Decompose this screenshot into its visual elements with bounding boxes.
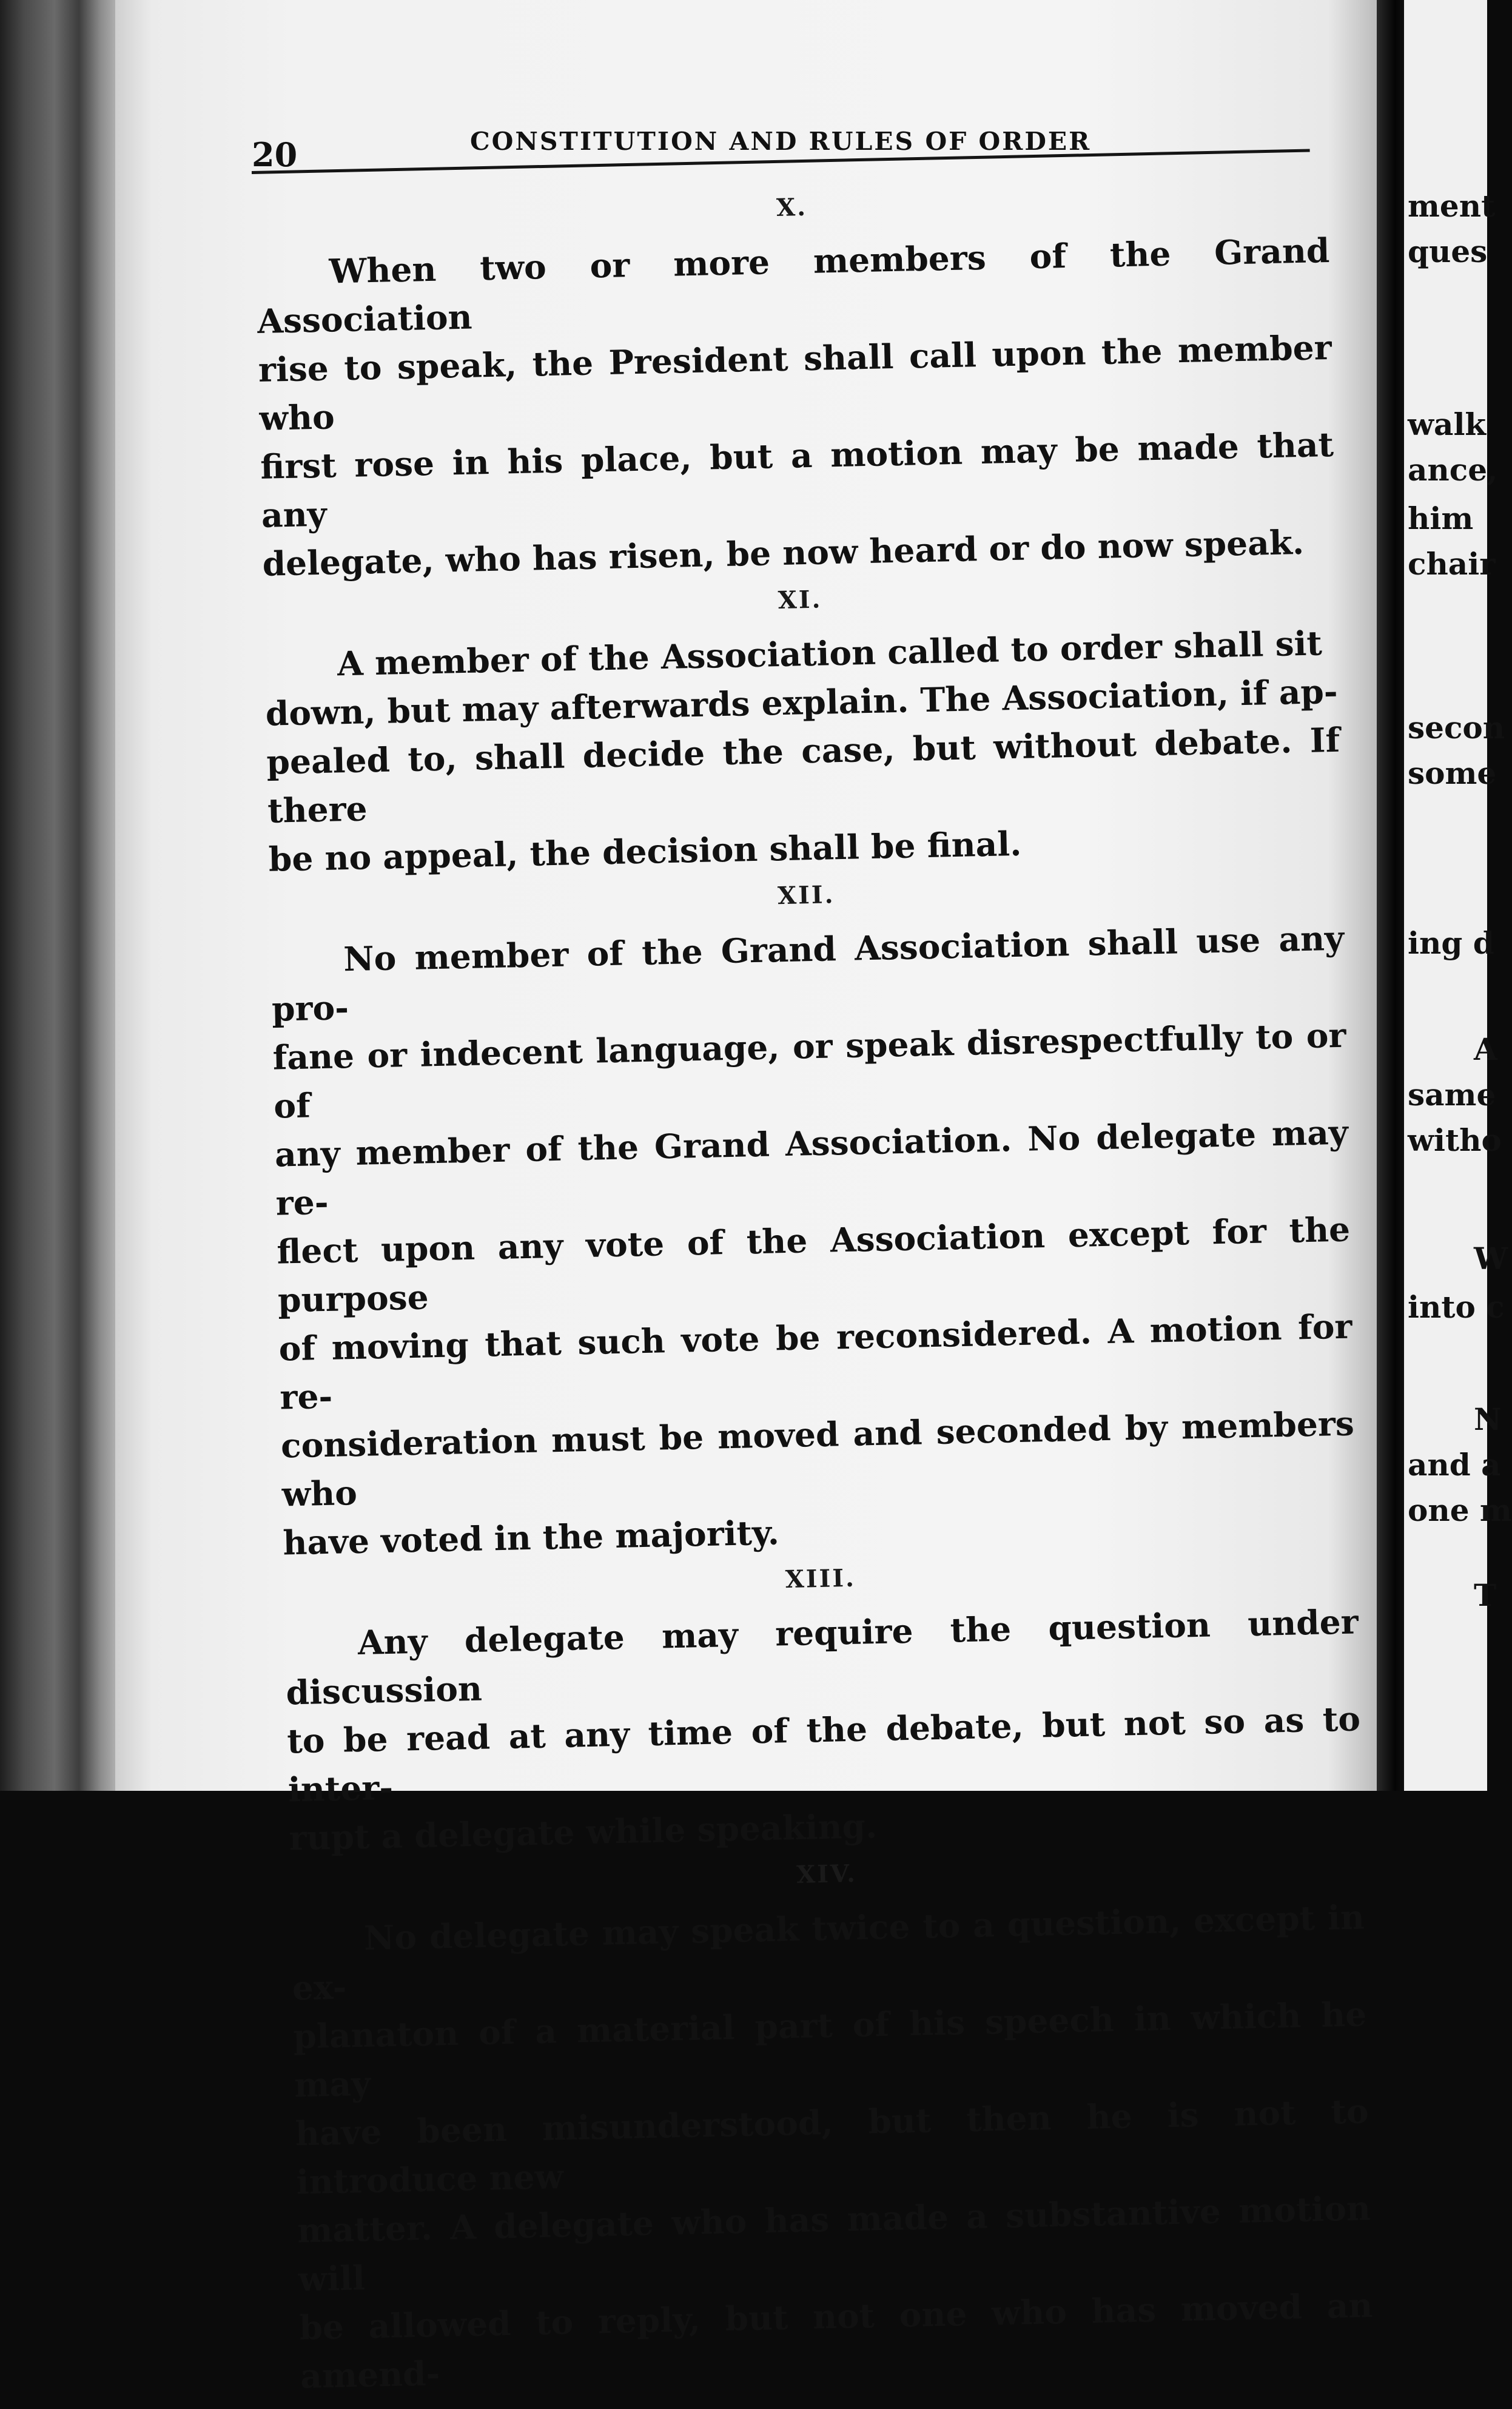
page-number: 20 [252,135,298,174]
facing-page-text: ques [1408,234,1488,269]
facing-page-text: ing d [1408,925,1494,961]
facing-page-text: N [1474,1401,1502,1437]
facing-page-text: witho [1408,1122,1502,1158]
facing-page-text: T [1474,1577,1497,1613]
facing-page-text: same [1408,1077,1496,1113]
rules-body [255,175,1374,2409]
rule-section-xiv [290,1848,1374,2401]
running-title: CONSTITUTION AND RULES OF ORDER [470,127,1092,156]
section-paragraph: A member of the Association called to order shall sit down, but may afterwards explain. The Association, if ap- pealed to, shall decide the case, but without debate. If there be no appeal, the decision shall be final. [265,623,1340,879]
section-paragraph: No delegate may speak twice to a question, except in ex- planaton of a material part of his speech in which he may have been misunderstood, but then he is not to introduce new matter. A delegate who has made a substantive motion will be allowed to reply, but not one who has moved an amend- [292,1897,1373,2396]
facing-page-fragment [1404,0,1512,1791]
facing-page-text: A [1474,1031,1497,1067]
facing-page-text: some [1408,755,1497,791]
rule-section-xii [269,870,1357,1568]
facing-page-text: ance, [1408,452,1498,488]
facing-page-text: W [1474,1241,1508,1276]
facing-page-text: into c [1408,1289,1505,1325]
section-numeral: XI. [778,585,822,615]
section-numeral: XIV. [796,1859,858,1889]
facing-page-text: secon [1408,710,1505,746]
facing-page-text: walk [1408,406,1487,442]
section-numeral: XIII. [785,1563,856,1594]
rule-section-x [255,182,1336,588]
section-numeral: XII. [777,880,835,911]
section-numeral: X. [776,192,808,222]
section-paragraph: When two or more members of the Grand Association rise to speak, the President shall call upon the member who first rose in his place, but a motion may be made that any delegate, who has risen, be now heard or do now speak. [257,230,1334,584]
facing-page-text: ment [1408,188,1496,224]
facing-page-text: one m [1408,1492,1512,1528]
facing-page-text: and a [1408,1447,1501,1483]
rule-section-xi [263,574,1343,884]
section-paragraph: No member of the Grand Association shall use any pro- fane or indecent language, or speak disrespectfully to or of any member of the Grand Association. No delegate may re- flect upon any vote of the Association except for the purpose of moving that such vote be reconsidered. A motion for re- consideration must be moved and seconded by members who have voted in the majority. [271,918,1355,1563]
facing-page-text: chair [1408,546,1496,582]
section-paragraph: Any delegate may require the question under discussion to be read at any time of the debate, but not so as to inter- rupt a delegate while speaking. [285,1602,1361,1858]
rule-section-xiii [284,1553,1363,1862]
facing-page-text: him [1408,500,1474,536]
